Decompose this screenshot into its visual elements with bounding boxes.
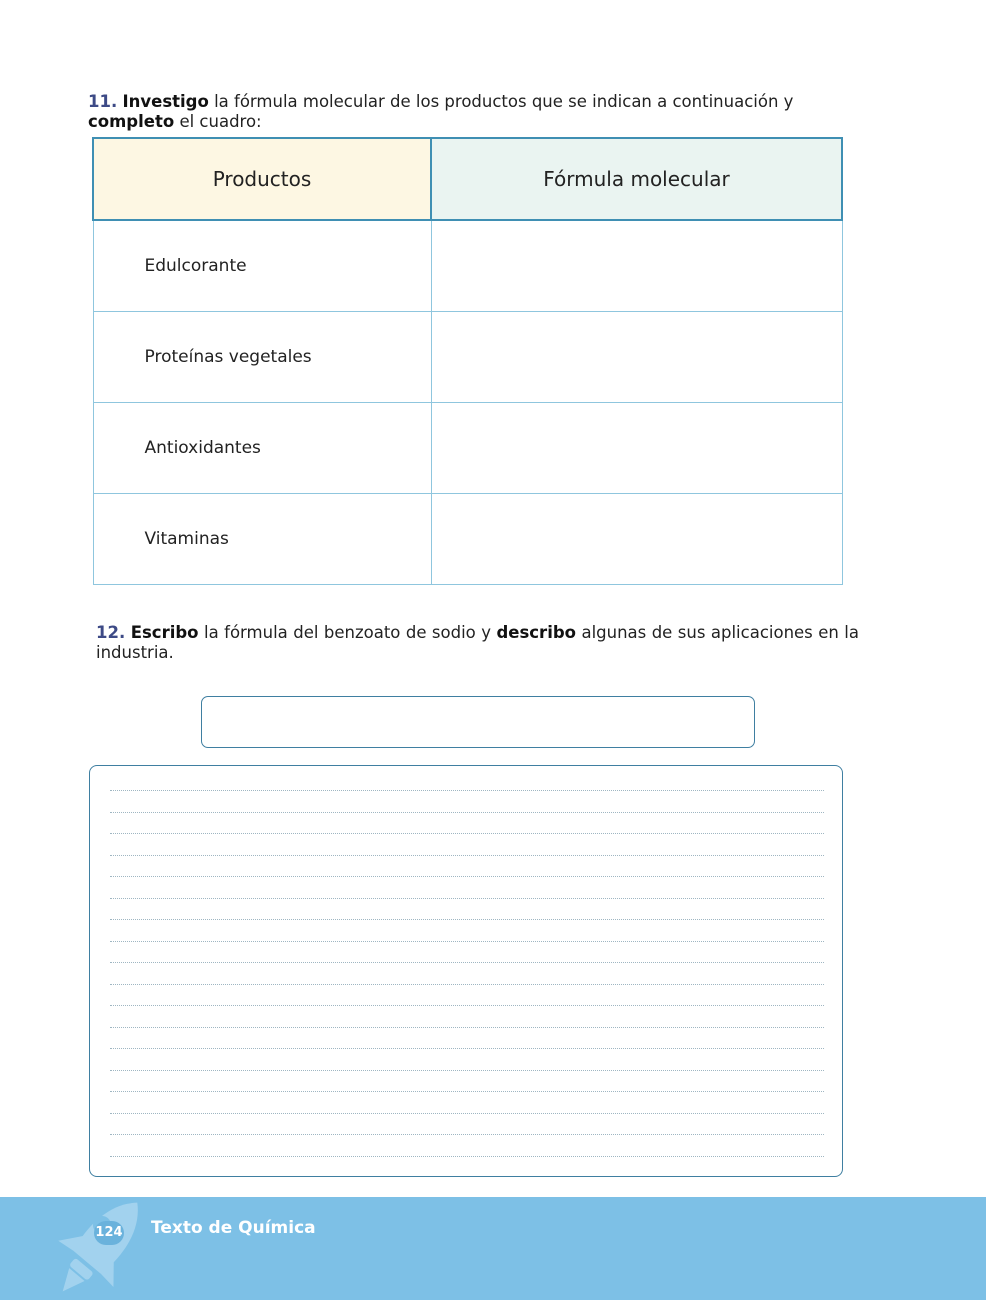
- writing-line: [110, 1134, 824, 1135]
- header-products: Productos: [93, 138, 431, 220]
- question-verb: Investigo: [122, 92, 209, 111]
- writing-line: [110, 1027, 824, 1028]
- writing-line: [110, 855, 824, 856]
- header-formula: Fórmula molecular: [431, 138, 842, 220]
- writing-answer-box[interactable]: [89, 765, 843, 1177]
- table-header-row: [93, 138, 842, 220]
- product-cell: Vitaminas: [93, 494, 431, 585]
- writing-line: [110, 812, 824, 813]
- writing-line: [110, 984, 824, 985]
- question-number: 11.: [88, 92, 118, 111]
- product-cell: Proteínas vegetales: [93, 312, 431, 403]
- writing-line: [110, 1048, 824, 1049]
- table-row: [93, 312, 842, 403]
- table-row: [93, 220, 842, 312]
- question-11: [88, 92, 858, 132]
- table-row: [93, 494, 842, 585]
- formula-answer-cell[interactable]: [431, 494, 842, 585]
- writing-line: [110, 962, 824, 963]
- products-table: [92, 137, 843, 585]
- writing-line: [110, 1156, 824, 1157]
- question-12: [96, 623, 859, 663]
- question-verb: describo: [496, 623, 576, 642]
- formula-answer-box[interactable]: [201, 696, 755, 748]
- writing-line: [110, 790, 824, 791]
- writing-line: [110, 1005, 824, 1006]
- rocket-icon: [40, 1197, 170, 1300]
- question-verb: Escribo: [130, 623, 199, 642]
- writing-line: [110, 1070, 824, 1071]
- writing-line: [110, 1113, 824, 1114]
- question-text: la fórmula molecular de los productos que se indican a continuación y: [208, 92, 794, 111]
- question-text: el cuadro:: [174, 112, 262, 131]
- table-row: [93, 403, 842, 494]
- formula-answer-cell[interactable]: [431, 312, 842, 403]
- page-footer: [0, 1197, 986, 1300]
- product-cell: Antioxidantes: [93, 403, 431, 494]
- writing-line: [110, 1091, 824, 1092]
- formula-answer-cell[interactable]: [431, 220, 842, 312]
- formula-answer-cell[interactable]: [431, 403, 842, 494]
- writing-line: [110, 833, 824, 834]
- writing-line: [110, 876, 824, 877]
- question-verb: completo: [88, 112, 175, 131]
- writing-line: [110, 919, 824, 920]
- page-number: 124: [94, 1221, 124, 1245]
- question-text: la fórmula del benzoato de sodio y: [198, 623, 497, 642]
- footer-title: Texto de Química: [151, 1218, 316, 1238]
- question-number: 12.: [96, 623, 126, 642]
- product-cell: Edulcorante: [93, 220, 431, 312]
- writing-line: [110, 941, 824, 942]
- question-text: algunas de sus aplicaciones en la industria.: [96, 623, 859, 662]
- writing-line: [110, 898, 824, 899]
